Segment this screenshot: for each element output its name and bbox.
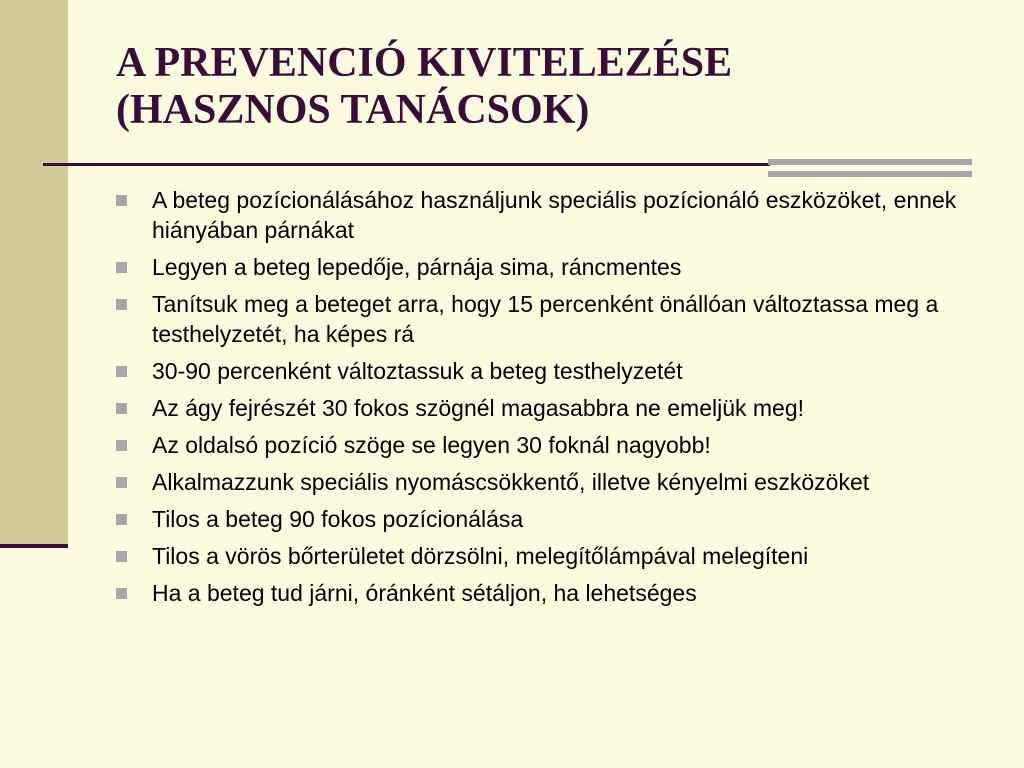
square-bullet-icon xyxy=(116,366,127,377)
bullet-text: Legyen a beteg lepedője, párnája sima, ráncmentes xyxy=(152,254,682,280)
square-bullet-icon xyxy=(116,477,127,488)
square-bullet-icon xyxy=(116,514,127,525)
bullet-item xyxy=(116,430,996,460)
bullet-text: Az ágy fejrészét 30 fokos szögnél magasabbra ne emeljük meg! xyxy=(152,395,805,421)
bullet-item xyxy=(116,504,996,534)
bullet-item xyxy=(116,541,996,571)
bullet-text: 30-90 percenként változtassuk a beteg testhelyzetét xyxy=(152,358,683,384)
square-bullet-icon xyxy=(116,403,127,414)
square-bullet-icon xyxy=(116,588,127,599)
bullet-item xyxy=(116,289,996,349)
title-divider xyxy=(43,163,770,166)
slide-title-line-2: (HASZNOS TANÁCSOK) xyxy=(116,87,590,133)
bullet-item xyxy=(116,467,996,497)
bullet-text: Tilos a beteg 90 fokos pozícionálása xyxy=(152,506,524,532)
bullet-item xyxy=(116,356,996,386)
bullet-text: Tilos a vörös bőrterületet dörzsölni, melegítőlámpával melegíteni xyxy=(152,543,809,569)
bullet-list xyxy=(116,185,996,615)
left-decorative-band xyxy=(0,0,68,545)
square-bullet-icon xyxy=(116,299,127,310)
left-band-divider xyxy=(0,544,68,548)
bullet-text: Alkalmazzunk speciális nyomáscsökkentő, illetve kényelmi eszközöket xyxy=(152,469,870,495)
accent-bar-bottom xyxy=(768,171,972,177)
bullet-text: Tanítsuk meg a beteget arra, hogy 15 percenként önállóan változtassa meg a testhelyzetét, ha képes rá xyxy=(152,291,939,347)
bullet-item xyxy=(116,185,996,245)
slide-title xyxy=(116,40,732,134)
square-bullet-icon xyxy=(116,440,127,451)
bullet-text: A beteg pozícionálásához használjunk speciális pozícionáló eszközöket, ennek hiányában párnákat xyxy=(152,187,957,243)
bullet-text: Az oldalsó pozíció szöge se legyen 30 foknál nagyobb! xyxy=(152,432,711,458)
square-bullet-icon xyxy=(116,262,127,273)
bullet-item xyxy=(116,578,996,608)
bullet-item xyxy=(116,393,996,423)
bullet-item xyxy=(116,252,996,282)
bullet-text: Ha a beteg tud járni, óránként sétáljon, ha lehetséges xyxy=(152,580,697,606)
square-bullet-icon xyxy=(116,551,127,562)
square-bullet-icon xyxy=(116,195,127,206)
accent-bar-top xyxy=(768,159,972,165)
slide-title-line-1: A PREVENCIÓ KIVITELEZÉSE xyxy=(116,40,733,86)
